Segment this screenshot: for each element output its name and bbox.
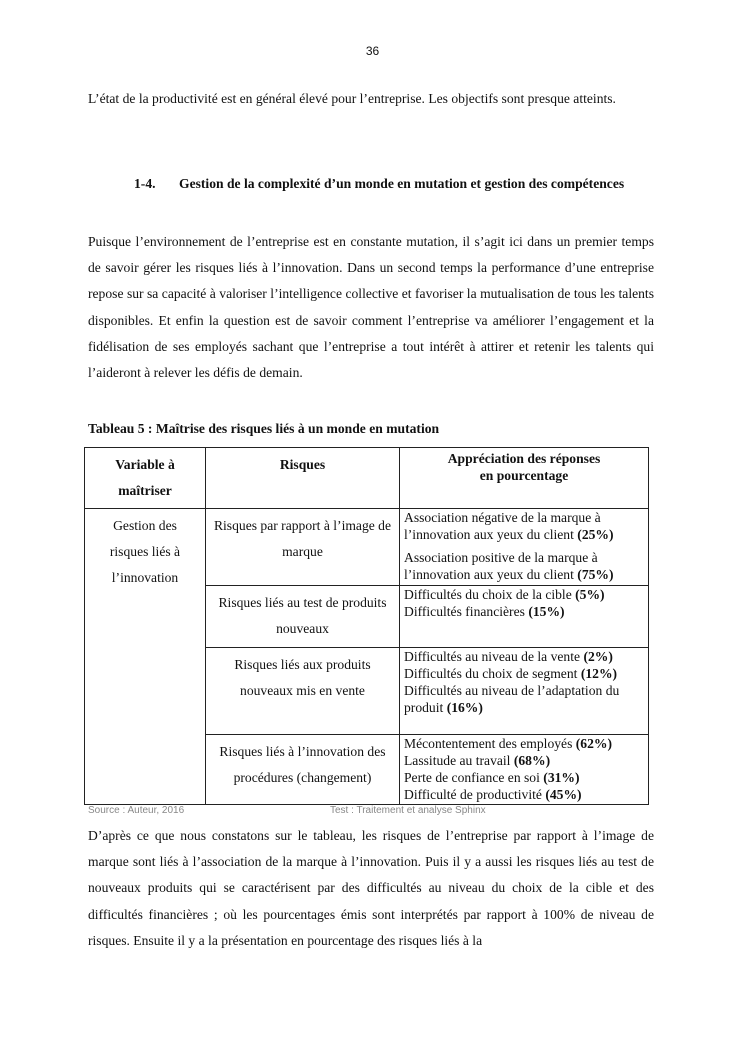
variable-cell: Gestion des risques liés à l’innovation xyxy=(85,509,206,805)
paragraph-intro: Puisque l’environnement de l’entreprise est en constante mutation, il s’agit ici dans un premier temps de savoir gérer les risques liés à l’innovation. Dans un second temps la performance d’une entreprise repose sur sa capacité à valoriser l’intelligence collective et favoriser la mutualisation de tous les talents disponibles. Et enfin la question est de savoir comment l’entreprise va améliorer l’engagement et la fidélisation de ses employés sachant que l’entreprise a tout intérêt à attirer et retenir les talents qui l’aideront à relever les défis de demain. xyxy=(88,234,654,381)
header-appreciation: Appréciation des réponses en pourcentage xyxy=(400,448,649,509)
appreciation-cell xyxy=(400,509,649,586)
appreciation-item: Lassitude au travail (68%) xyxy=(404,753,551,768)
risk-cell: Risques liés à l’innovation des procédures (changement) xyxy=(206,735,400,805)
source-processing: Test : Traitement et analyse Sphinx xyxy=(330,805,486,816)
paragraph-productivity: L’état de la productivité est en général élevé pour l’entreprise. Les objectifs sont presque atteints. xyxy=(88,91,616,106)
section-heading xyxy=(134,171,654,197)
appreciation-item: Difficultés financières (15%) xyxy=(404,604,565,619)
risk-cell: Risques liés aux produits nouveaux mis en vente xyxy=(206,648,400,735)
appreciation-item: Difficultés au niveau de la vente (2%) xyxy=(404,649,613,664)
paragraph-analysis: D’après ce que nous constatons sur le tableau, les risques de l’entreprise par rapport à l’image de marque sont liés à l’association de la marque à l’innovation. Puis il y a aussi les risques liés au test de nouveaux produits qui se caractérisent par des difficultés au niveau du choix de la cible et des difficultés financières ; où les pourcentages émis sont interprétés par rapport à 100% de niveau de risques. Ensuite il y a la présentation en pourcentage des risques liés à la xyxy=(88,828,654,948)
risk-table xyxy=(84,447,649,805)
appreciation-item: Mécontentement des employés (62%) xyxy=(404,736,613,751)
appreciation-cell xyxy=(400,586,649,648)
section-title: Gestion de la complexité d’un monde en mutation et gestion des compétences xyxy=(179,176,625,191)
source-author: Source : Auteur, 2016 xyxy=(88,805,185,816)
appreciation-cell xyxy=(400,735,649,805)
table-caption: Tableau 5 : Maîtrise des risques liés à un monde en mutation xyxy=(88,421,440,436)
header-variable: Variable à maîtriser xyxy=(85,448,206,509)
appreciation-cell xyxy=(400,648,649,735)
appreciation-item: Difficultés du choix de segment (12%) xyxy=(404,666,618,681)
appreciation-item: Difficultés du choix de la cible (5%) xyxy=(404,587,605,602)
risk-cell: Risques liés au test de produits nouveaux xyxy=(206,586,400,648)
risk-cell: Risques par rapport à l’image de marque xyxy=(206,509,400,586)
page-number: 36 xyxy=(365,44,380,58)
appreciation-item: Association négative de la marque à l’innovation aux yeux du client (25%) xyxy=(404,510,614,542)
header-risques: Risques xyxy=(206,448,400,509)
appreciation-item: Difficultés au niveau de l’adaptation du produit (16%) xyxy=(404,683,620,715)
appreciation-item: Difficulté de productivité (45%) xyxy=(404,787,582,802)
section-number: 1-4. xyxy=(134,176,156,191)
appreciation-item: Association positive de la marque à l’innovation aux yeux du client (75%) xyxy=(404,550,614,582)
appreciation-item: Perte de confiance en soi (31%) xyxy=(404,770,580,785)
